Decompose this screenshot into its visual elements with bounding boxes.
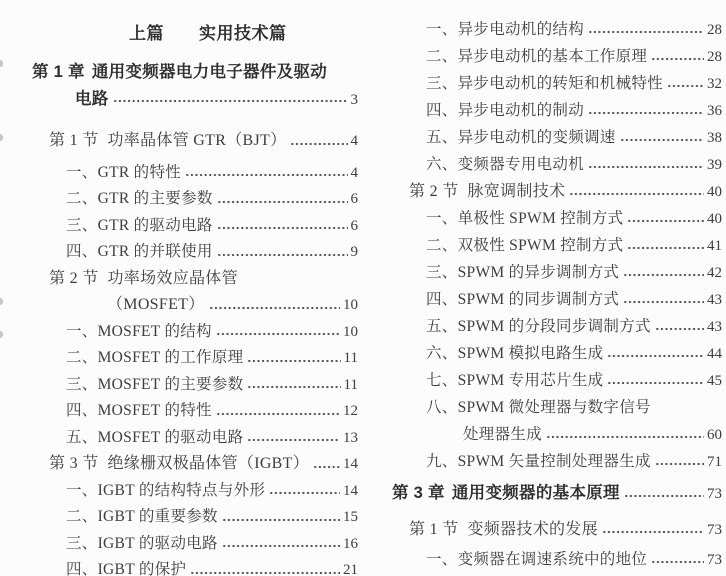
entry-title: 三、MOSFET 的主要参数: [66, 375, 244, 393]
dot-leader: [247, 437, 340, 443]
entry-title: 四、IGBT 的保护: [66, 561, 187, 576]
entry-title: 三、IGBT 的驱动电路: [66, 534, 218, 552]
entry-title: 八、SPWM 微处理器与数字信号: [426, 399, 651, 416]
dot-leader: [269, 490, 340, 496]
page-number: 3: [350, 91, 358, 108]
page-number: 38: [707, 130, 722, 146]
entry-title: 六、变频器专用电动机: [426, 156, 585, 173]
entry-title: 九、SPWM 矢量控制处理器生成: [426, 453, 651, 470]
entry-title: 四、MOSFET 的特性: [66, 402, 212, 419]
page-number: 14: [343, 482, 358, 499]
scan-artifact: [0, 60, 3, 67]
dot-leader: [222, 543, 340, 549]
entry-label: 第 1 节: [49, 132, 99, 149]
dot-leader: [216, 331, 340, 337]
toc-entry-item: [392, 546, 722, 573]
entry-title: 一、单极性 SPWM 控制方式: [426, 210, 624, 227]
page-number: 13: [343, 429, 358, 446]
page-number: 10: [343, 323, 358, 340]
page-number: 60: [707, 427, 722, 443]
toc-entry-item: [392, 232, 722, 259]
page-number: 12: [343, 403, 358, 419]
page-number: 11: [343, 376, 358, 393]
entry-title: 通用变频器的基本原理: [451, 484, 620, 502]
dot-leader: [588, 164, 704, 170]
toc-entry-item: [32, 425, 358, 452]
dot-leader: [190, 570, 340, 576]
page-number: 43: [707, 292, 722, 308]
entry-title: 二、异步电动机的基本工作原理: [426, 48, 648, 65]
dot-leader: [588, 29, 704, 35]
toc-entry-chapter-cont: [32, 86, 358, 113]
toc-entry-chapter: [392, 480, 722, 507]
entry-label: 第 1 节: [409, 521, 459, 538]
part-title: 上篇 实用技术篇: [129, 24, 287, 43]
toc-entry-section-cont: [32, 292, 358, 319]
entry-title: 三、GTR 的驱动电路: [66, 216, 213, 234]
dot-leader: [620, 137, 704, 143]
toc-entry-item: [32, 531, 358, 558]
page-number: 28: [707, 49, 722, 65]
dot-leader: [222, 517, 340, 523]
dot-leader: [247, 384, 340, 390]
toc-entry-item: [32, 557, 358, 576]
entry-title: 通用变频器电力电子器件及驱动: [91, 63, 328, 81]
entry-title: 三、SPWM 的异步调制方式: [426, 264, 620, 281]
entry-title: 五、异步电动机的变频调速: [426, 129, 616, 146]
page-number: 32: [707, 76, 722, 92]
page-number: 73: [707, 552, 722, 568]
toc-entry-item: [392, 43, 722, 70]
page-number: 71: [707, 454, 722, 470]
entry-title: 四、SPWM 的同步调制方式: [426, 291, 620, 308]
dot-leader: [185, 172, 347, 178]
toc-entry-item: [392, 97, 722, 124]
entry-title: 电路: [75, 89, 109, 108]
page-number: 41: [707, 238, 722, 254]
dot-leader: [569, 191, 704, 197]
toc-entry-item: [32, 478, 358, 505]
page-number: 15: [343, 509, 358, 525]
entry-title: 功率晶体管 GTR（BJT）: [107, 132, 287, 149]
entry-title: 处理器生成: [463, 426, 543, 443]
toc-entry-item: [32, 213, 358, 240]
toc-entry-item: [32, 345, 358, 372]
toc-entry-item: [32, 398, 358, 425]
dot-leader: [651, 559, 704, 565]
scan-artifact: [0, 298, 3, 305]
dot-leader: [247, 358, 340, 364]
entry-title: 二、双极性 SPWM 控制方式: [426, 237, 624, 254]
dot-leader: [624, 493, 704, 499]
entry-title: 七、SPWM 专用芯片生成: [426, 372, 604, 389]
entry-title: 五、SPWM 的分段同步调制方式: [426, 318, 651, 335]
dot-leader: [627, 218, 704, 224]
dot-leader: [588, 110, 704, 116]
dot-leader: [655, 326, 704, 332]
dot-leader: [546, 434, 704, 440]
dot-leader: [216, 411, 340, 417]
entry-title: 三、异步电动机的转矩和机械特性: [426, 75, 664, 92]
entry-label: 第 3 节: [49, 455, 99, 472]
toc-entry-item: [392, 367, 722, 394]
toc-entry-item: [392, 151, 722, 178]
toc-entry-section: [32, 266, 358, 293]
scan-artifact: [0, 134, 3, 141]
entry-title: 四、异步电动机的制动: [426, 102, 585, 119]
dot-leader: [655, 461, 704, 467]
dot-leader: [290, 141, 347, 147]
toc-entry-item: [392, 313, 722, 340]
entry-label: 第 1 章: [32, 63, 85, 81]
dot-leader: [313, 464, 340, 470]
toc-entry-item: [32, 372, 358, 399]
entry-title: 一、GTR 的特性: [66, 163, 182, 181]
page-number: 11: [343, 350, 358, 366]
toc-entry-section: [32, 451, 358, 478]
entry-label: 第 2 节: [409, 183, 459, 200]
entry-title: 四、GTR 的并联使用: [66, 243, 213, 260]
toc-entry-section: [32, 128, 358, 155]
entry-title: 脉宽调制技术: [467, 183, 566, 200]
page-number: 16: [343, 535, 358, 552]
dot-leader: [217, 225, 348, 231]
toc-entry-chapter: [32, 59, 358, 86]
page-number: 39: [707, 157, 722, 173]
entry-title: 一、异步电动机的结构: [426, 21, 585, 38]
page-number: 73: [707, 522, 722, 538]
page-number: 10: [343, 297, 358, 313]
entry-title: 一、变频器在调速系统中的地位: [426, 551, 648, 568]
page-number: 44: [707, 346, 722, 362]
entry-title: 变频器技术的发展: [467, 521, 598, 538]
dot-leader: [623, 272, 704, 278]
page-number: 36: [707, 103, 722, 119]
page-number: 6: [350, 217, 358, 234]
page-number: 9: [350, 244, 358, 260]
page-number: 45: [707, 373, 722, 389]
toc-entry-item: [392, 394, 722, 421]
entry-title: 二、GTR 的主要参数: [66, 190, 213, 207]
entry-title: 六、SPWM 模拟电路生成: [426, 345, 604, 362]
page-number: 40: [707, 211, 722, 227]
toc-column-left: [32, 20, 358, 576]
dot-leader: [623, 299, 704, 305]
toc-entry-item: [392, 259, 722, 286]
scan-artifact: [0, 331, 3, 338]
toc-entry-item: [392, 205, 722, 232]
dot-leader: [627, 245, 704, 251]
page-number: 40: [707, 184, 722, 200]
entry-title: 一、IGBT 的结构特点与外形: [66, 481, 266, 499]
entry-title: 二、IGBT 的重要参数: [66, 508, 218, 525]
dot-leader: [602, 529, 704, 535]
entry-title: 五、MOSFET 的驱动电路: [66, 428, 244, 446]
page-number: 14: [343, 456, 358, 472]
dot-leader: [607, 380, 704, 386]
toc-entries-right: [392, 16, 722, 573]
toc-entry-item: [32, 186, 358, 213]
toc-entries-left: [32, 59, 358, 576]
toc-entry-item: [32, 504, 358, 531]
entry-title: （MOSFET）: [107, 296, 205, 313]
page-number: 73: [707, 486, 722, 502]
toc-entry-item: [392, 340, 722, 367]
entry-title: 功率场效应晶体管: [107, 269, 238, 287]
page-number: 21: [343, 562, 358, 576]
entry-label: 第 2 节: [49, 269, 99, 287]
toc-entry-item: [32, 319, 358, 346]
entry-title: 一、MOSFET 的结构: [66, 322, 212, 340]
toc-entry-section: [392, 178, 722, 205]
dot-leader: [607, 353, 704, 359]
dot-leader: [651, 56, 704, 62]
toc-entry-section: [392, 516, 722, 543]
entry-title: 绝缘栅双极晶体管（IGBT）: [107, 455, 310, 472]
toc-entry-item: [32, 160, 358, 187]
page-number: 42: [707, 265, 722, 281]
page-number: 6: [350, 191, 358, 207]
dot-leader: [113, 98, 348, 104]
dot-leader: [209, 305, 340, 311]
dot-leader: [217, 199, 348, 205]
page-number: 4: [350, 164, 358, 181]
toc-entry-item: [392, 70, 722, 97]
toc-entry-item: [392, 16, 722, 43]
dot-leader: [667, 83, 704, 89]
page-number: 28: [707, 22, 722, 38]
toc-entry-item: [32, 239, 358, 266]
toc-column-right: [392, 16, 722, 573]
toc-entry-item: [392, 286, 722, 313]
toc-entry-item: [392, 124, 722, 151]
entry-label: 第 3 章: [392, 484, 445, 502]
toc-entry-item-cont: [392, 421, 722, 448]
entry-title: 二、MOSFET 的工作原理: [66, 349, 244, 366]
page-number: 43: [707, 319, 722, 335]
toc-entry-item: [392, 448, 722, 475]
page-number: 4: [350, 133, 358, 149]
dot-leader: [217, 252, 348, 258]
